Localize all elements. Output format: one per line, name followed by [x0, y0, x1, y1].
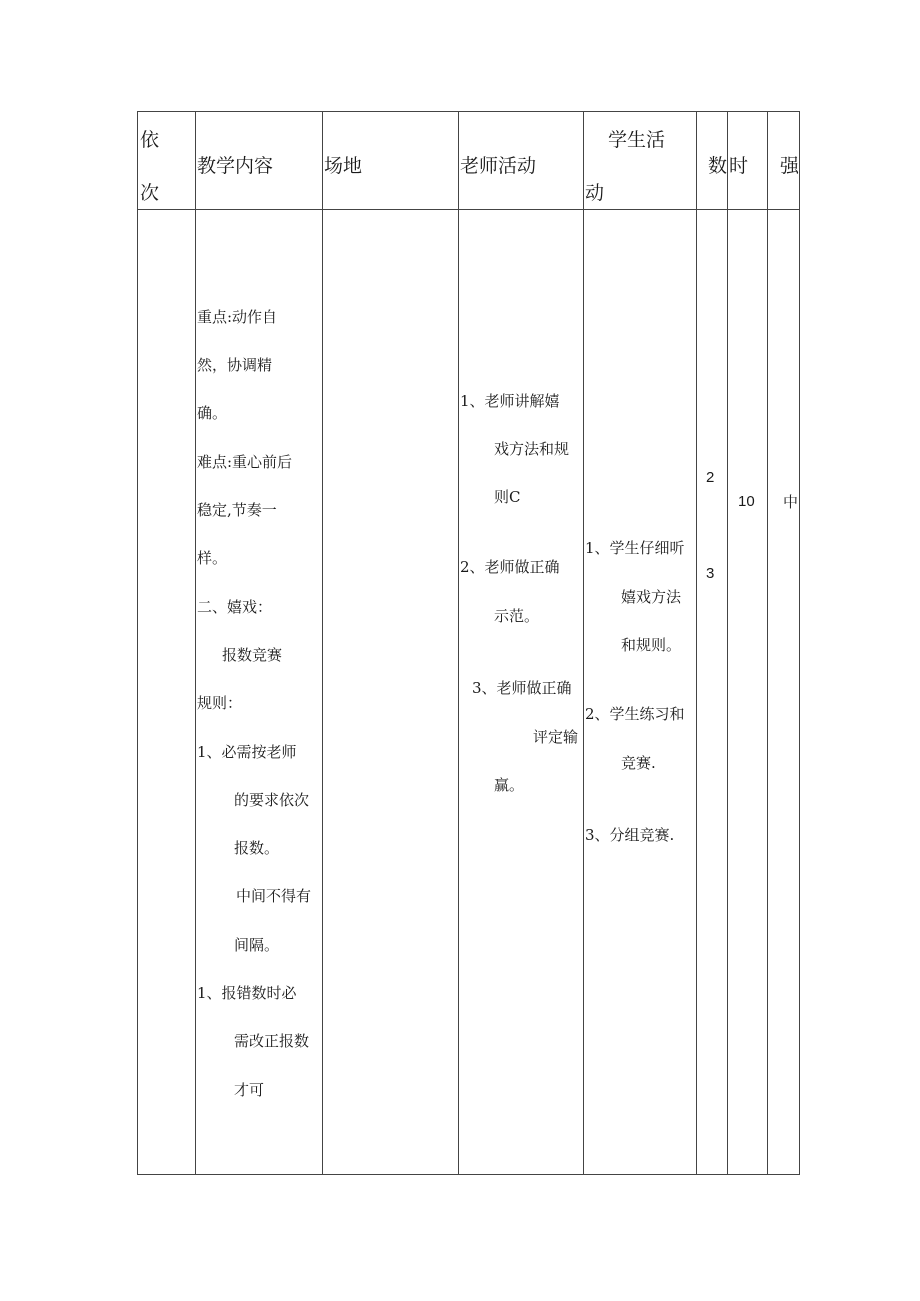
time-value: 10: [738, 493, 755, 510]
header-teacher-activity: 老师活动: [460, 155, 537, 177]
header-student-activity-line1: 学生活: [608, 129, 666, 151]
column-divider: [322, 112, 323, 1174]
count-value: 2: [706, 469, 715, 486]
content-line: 然，协调精: [197, 356, 273, 374]
header-order-line1: 依: [140, 129, 160, 151]
teacher-activity-line: 示范。: [494, 607, 540, 625]
content-line: 稳定,节奏一: [197, 501, 277, 519]
student-activity-line: 2、学生练习和: [585, 705, 685, 723]
teacher-activity-line: 评定输: [533, 728, 579, 746]
column-divider: [767, 112, 768, 1174]
teacher-activity-line: 戏方法和规: [494, 440, 570, 458]
content-line: 重点:动作自: [197, 308, 278, 326]
column-divider: [696, 112, 697, 1174]
count-value: 3: [706, 565, 715, 582]
student-activity-line: 竞赛.: [621, 754, 656, 772]
content-line: 需改正报数: [234, 1032, 310, 1050]
student-activity-line: 3、分组竞赛.: [585, 826, 675, 844]
intensity-value: 中: [783, 493, 799, 511]
teacher-activity-line: 则C: [494, 488, 521, 506]
header-time: 时: [729, 155, 749, 177]
content-line: 难点:重心前后: [197, 453, 293, 471]
content-line: 规则：: [197, 694, 243, 712]
column-divider: [727, 112, 728, 1174]
content-line: 才可: [234, 1081, 265, 1099]
teacher-activity-line: 赢。: [494, 776, 525, 794]
header-student-activity-line2: 动: [585, 182, 605, 204]
lesson-plan-table: [137, 111, 800, 1175]
teacher-activity-line: 2、老师做正确: [460, 558, 560, 576]
content-line: 中间不得有: [236, 887, 312, 905]
header-content: 教学内容: [197, 155, 274, 177]
student-activity-line: 1、学生仔细听: [585, 539, 685, 557]
student-activity-line: 嬉戏方法: [621, 588, 682, 606]
content-line: 确。: [197, 404, 228, 422]
content-line: 的要求依次: [234, 791, 310, 809]
header-intensity: 强: [780, 155, 800, 177]
content-line: 1、报错数时必: [197, 984, 297, 1002]
content-line: 报数竞赛: [222, 646, 283, 664]
content-line: 样。: [197, 549, 228, 567]
row-divider: [138, 209, 799, 210]
content-line: 1、必需按老师: [197, 743, 297, 761]
header-count: 数: [708, 155, 728, 177]
content-line: 二、嬉戏：: [197, 598, 273, 616]
header-order-line2: 次: [140, 182, 160, 204]
column-divider: [195, 112, 196, 1174]
column-divider: [583, 112, 584, 1174]
header-venue: 场地: [324, 155, 363, 177]
teacher-activity-line: 1、老师讲解嬉: [460, 392, 560, 410]
teacher-activity-line: 3、老师做正确: [472, 679, 572, 697]
student-activity-line: 和规则。: [621, 636, 682, 654]
column-divider: [458, 112, 459, 1174]
content-line: 报数。: [234, 839, 280, 857]
content-line: 间隔。: [234, 936, 280, 954]
